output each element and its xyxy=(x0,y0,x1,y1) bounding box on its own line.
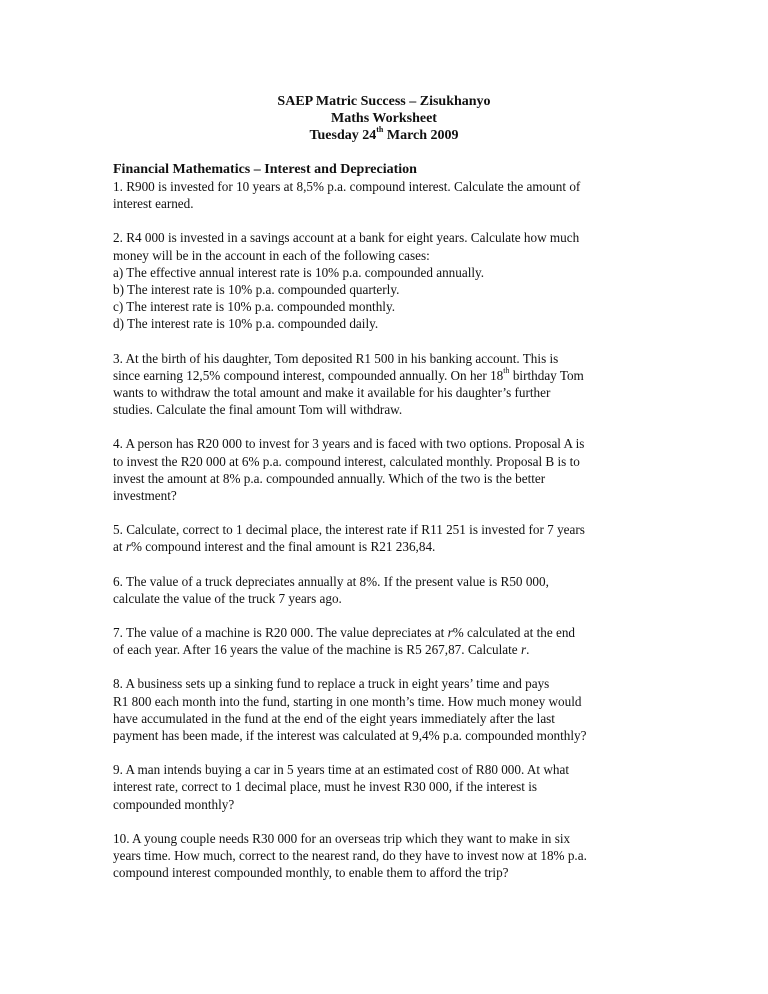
question-6-line-2: calculate the value of the truck 7 years ago. xyxy=(113,590,342,606)
question-10-line-3: compound interest compounded monthly, to enable them to afford the trip? xyxy=(113,865,509,881)
question-4-line-4: investment? xyxy=(113,488,177,504)
questions-list xyxy=(113,178,673,882)
worksheet-title: SAEP Matric Success – Zisukhanyo xyxy=(277,94,491,109)
question-7-line-1-start: 7. The value of a machine is R20 000. The value depreciates at xyxy=(113,625,448,641)
question-2-line-2: money will be in the account in each of the following cases: xyxy=(113,247,430,263)
question-9-line-1: 9. A man intends buying a car in 5 years time at an estimated cost of R80 000. At what xyxy=(113,762,569,778)
question-4-line-3: invest the amount at 8% p.a. compounded annually. Which of the two is the better xyxy=(113,470,546,486)
question-10-line-2: years time. How much, correct to the nearest rand, do they have to invest now at 18% p.a. xyxy=(113,848,587,864)
question-6-line-1: 6. The value of a truck depreciates annually at 8%. If the present value is R50 000, xyxy=(113,573,549,589)
question-9 xyxy=(113,761,673,813)
date-ordinal: th xyxy=(376,125,384,135)
question-10 xyxy=(113,830,673,882)
question-2 xyxy=(113,229,673,332)
question-6 xyxy=(113,573,673,607)
question-8-line-4: payment has been made, if the interest was calculated at 9,4% p.a. compounded monthly? xyxy=(113,728,587,744)
variable-r: r xyxy=(520,642,527,658)
question-4-line-1: 4. A person has R20 000 to invest for 3 years and is faced with two options. Proposal A is xyxy=(113,436,585,452)
question-3-line-2 xyxy=(113,367,673,384)
worksheet-date xyxy=(0,127,768,144)
question-1-line-2: interest earned. xyxy=(113,196,194,212)
question-2-line-1: 2. R4 000 is invested in a savings account at a bank for eight years. Calculate how much xyxy=(113,230,580,246)
question-7-line-2 xyxy=(113,641,673,658)
question-7-line-1 xyxy=(113,624,673,641)
question-8 xyxy=(113,675,673,744)
question-4 xyxy=(113,435,673,504)
question-3-line-1: 3. At the birth of his daughter, Tom deposited R1 500 in his banking account. This is xyxy=(113,350,559,366)
question-3-line-3: wants to withdraw the total amount and make it available for his daughter’s further xyxy=(113,385,551,401)
question-1 xyxy=(113,178,673,212)
question-3 xyxy=(113,350,673,419)
date-prefix: Tuesday 24 xyxy=(309,128,377,143)
question-7-line-1-end: % calculated at the end xyxy=(452,625,576,641)
question-2-part-b: b) The interest rate is 10% p.a. compounded quarterly. xyxy=(113,282,400,298)
question-5 xyxy=(113,521,673,555)
question-8-line-1: 8. A business sets up a sinking fund to replace a truck in eight years’ time and pays xyxy=(113,676,550,692)
question-1-line-1: 1. R900 is invested for 10 years at 8,5% p.a. compound interest. Calculate the amount of xyxy=(113,179,581,194)
question-5-line-2-end: % compound interest and the final amount is R21 236,84. xyxy=(130,539,436,555)
question-5-line-2 xyxy=(113,538,673,555)
date-suffix: March 2009 xyxy=(383,128,459,143)
variable-r: r xyxy=(125,539,131,555)
question-3-line-2-end: birthday Tom xyxy=(509,367,584,383)
question-3-line-4: studies. Calculate the final amount Tom will withdraw. xyxy=(113,402,403,418)
question-4-line-2: to invest the R20 000 at 6% p.a. compound interest, calculated monthly. Proposal B is to xyxy=(113,453,580,469)
question-3-ordinal: th xyxy=(503,366,510,376)
question-7-line-2-start: of each year. After 16 years the value of the machine is R5 267,87. Calculate xyxy=(113,642,521,658)
section-title: Financial Mathematics – Interest and Depreciation xyxy=(113,162,417,177)
question-5-line-2-start: at xyxy=(113,539,126,555)
question-2-part-c: c) The interest rate is 10% p.a. compounded monthly. xyxy=(113,299,395,315)
question-9-line-3: compounded monthly? xyxy=(113,796,235,812)
worksheet-subtitle: Maths Worksheet xyxy=(331,111,437,126)
question-10-line-1: 10. A young couple needs R30 000 for an overseas trip which they want to make in six xyxy=(113,830,571,846)
question-7 xyxy=(113,624,673,658)
question-9-line-2: interest rate, correct to 1 decimal place, must he invest R30 000, if the interest is xyxy=(113,779,538,795)
question-5-line-1: 5. Calculate, correct to 1 decimal place, the interest rate if R11 251 is invested for 7 years xyxy=(113,522,585,538)
question-3-line-2-start: since earning 12,5% compound interest, compounded annually. On her 18 xyxy=(113,367,504,383)
question-8-line-3: have accumulated in the fund at the end of the eight years immediately after the last xyxy=(113,710,555,726)
variable-r: r xyxy=(447,625,453,641)
question-2-part-d: d) The interest rate is 10% p.a. compounded daily. xyxy=(113,316,379,332)
question-2-part-a: a) The effective annual interest rate is 10% p.a. compounded annually. xyxy=(113,264,485,280)
question-8-line-2: R1 800 each month into the fund, starting in one month’s time. How much money would xyxy=(113,693,582,709)
question-7-line-2-end: . xyxy=(526,642,530,658)
